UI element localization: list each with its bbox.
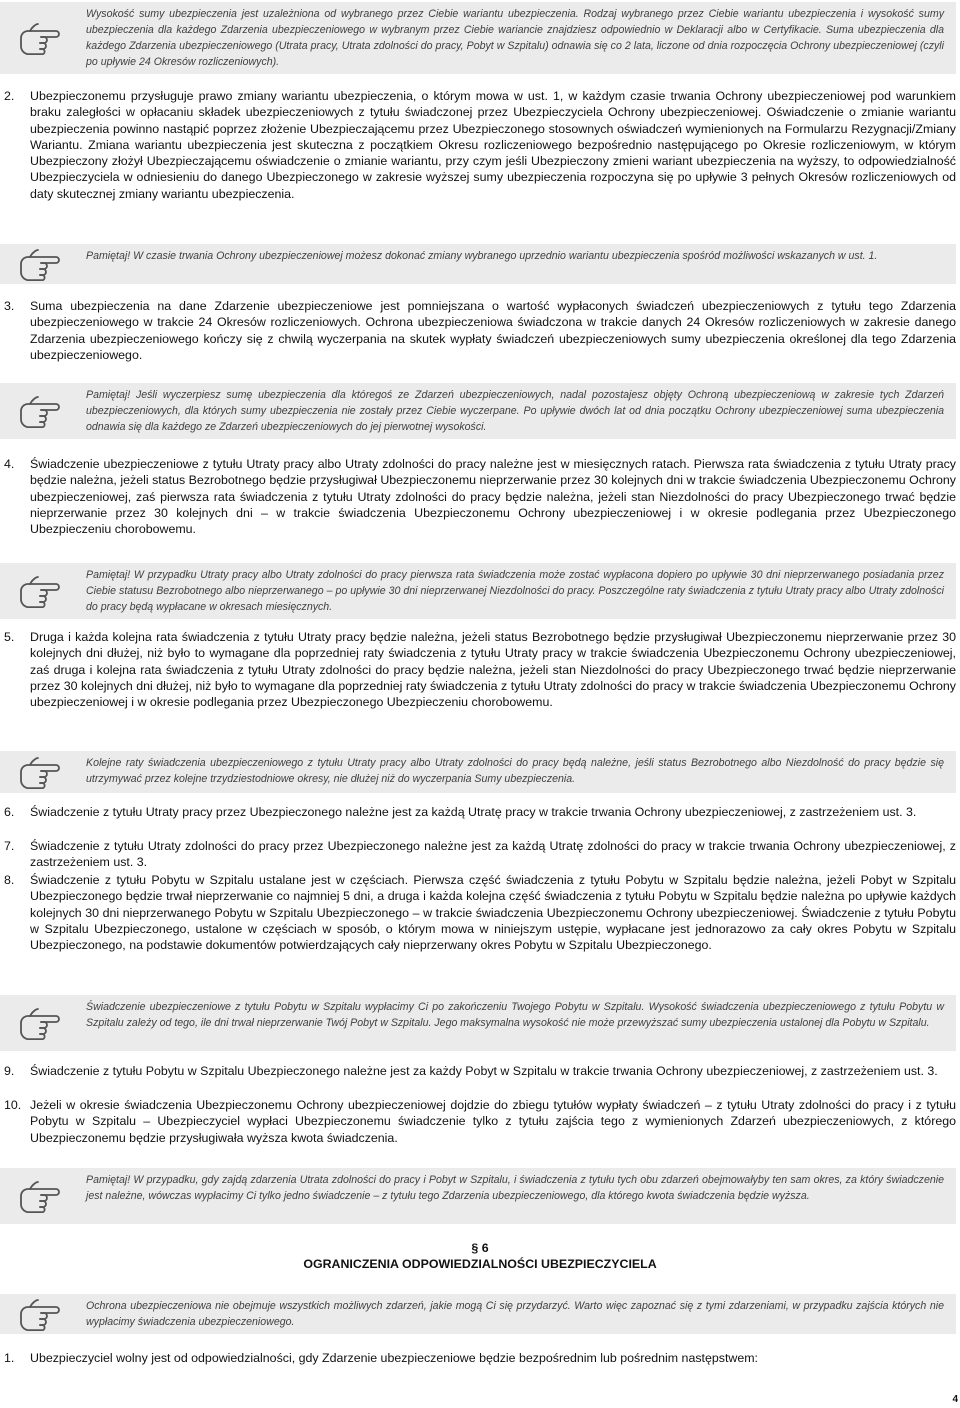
item-text: Świadczenie z tytułu Utraty pracy przez Ubezpieczonego należne jest za każdą Utratę pracy w trakcie trwania Ochrony ubezpieczeniowej, z zastrzeżeniem ust. 3. [30, 805, 917, 819]
item-text: Ubezpieczyciel wolny jest od odpowiedzialności, gdy Zdarzenie ubezpieczeniowe będzie bezpośrednim lub pośrednim następstwem: [30, 1351, 759, 1365]
note-text: Pamiętaj! Jeśli wyczerpiesz sumę ubezpieczenia dla któregoś ze Zdarzeń ubezpieczeniowych, nadal pozostajesz objęty Ochroną ubezpieczeniową w zakresie tych Zdarzeń ubezpieczeniowych, dla których sumy ubezpieczenia nie zostały przez Ciebie wyczerpane. Po upływie dwóch lat od dnia początku Ochrony ubezpieczeniowej suma ubezpieczenia odnawia się dla każdego ze Zdarzeń ubezpieczeniowych do jej pierwotnej wysokości. [86, 389, 944, 433]
item-number: 2. [4, 89, 15, 103]
note-text: Świadczenie ubezpieczeniowe z tytułu Pobytu w Szpitalu wypłacimy Ci po zakończeniu Twojego Pobytu w Szpitalu. Wysokość świadczenia ubezpieczeniowego z tytułu Pobytu w Szpitalu zależy od tego, ile dni trwał nieprzerwanie Twój Pobyt w Szpitalu. Jego maksymalna wysokość nie może przewyższać sumy ubezpieczenia ustalonej dla Pobytu w Szpitalu. [86, 1001, 944, 1029]
list-item [0, 298, 956, 363]
item-number: 3. [4, 299, 15, 313]
list-item [0, 1350, 956, 1366]
note-text: Kolejne raty świadczenia ubezpieczeniowego z tytułu Utraty pracy albo Utraty zdolności do pracy będą należne, jeśli status Bezrobotnego albo Niezdolność do pracy będzie się utrzymywać przez kolejne trzydziestodniowe okresy, nie dłużej niż do wyczerpania Sumy ubezpieczenia. [86, 757, 944, 785]
pointing-hand-icon [16, 1179, 60, 1213]
item-number: 7. [4, 839, 15, 853]
item-number: 9. [4, 1064, 15, 1078]
info-note [0, 383, 956, 439]
info-note [0, 563, 956, 619]
pointing-hand-icon [16, 394, 60, 428]
pointing-hand-icon [16, 21, 60, 55]
info-note [0, 751, 956, 793]
item-text: Jeżeli w okresie świadczenia Ubezpieczonemu Ochrony ubezpieczeniowej dojdzie do zbiegu tytułów wypłaty świadczeń – z tytułu Utraty zdolności do pracy i z tytułu Pobytu w Szpitalu – Ubezpieczyciel wypłaci Ubezpieczonemu świadczenie tylko z tytułu zajścia tego z wymienionych Zdarzeń ubezpieczeniowych, z którego Ubezpieczonemu będzie przysługiwała wyższa kwota świadczenia. [30, 1098, 956, 1145]
note-text: Pamiętaj! W przypadku Utraty pracy albo Utraty zdolności do pracy pierwsza rata świadczenia może zostać wypłacona dopiero po upływie 30 dni nieprzerwanego posiadania przez Ciebie statusu Bezrobotnego albo nieprzerwanego – po upływie 30 dni nieprzerwanej Niezdolności do pracy. Poszczególne raty świadczenia z tytułu Utraty pracy albo Utraty zdolności do pracy będą wypłacane w okresach miesięcznych. [86, 569, 944, 613]
item-text: Świadczenie ubezpieczeniowe z tytułu Utraty pracy albo Utraty zdolności do pracy należne jest w miesięcznych ratach. Pierwsza rata świadczenia z tytułu Utraty pracy będzie należna, jeżeli status Bezrobotnego będzie przysługiwał Ubezpieczonemu nieprzerwanie przez 30 kolejnych dni w trakcie świadczenia Ubezpieczonemu Ochrony ubezpieczeniowej, zaś pierwsza rata świadczenia z tytułu Utraty zdolności do pracy będzie należna, jeżeli stan Niezdolności do pracy Ubezpieczonego trwać będzie nieprzerwanie przez 30 kolejnych dni – w trakcie świadczenia Ubezpieczonemu Ochrony ubezpieczeniowej i w okresie podlegania przez Ubezpieczonego Ubezpieczeniu chorobowemu. [30, 457, 956, 537]
list-item [0, 872, 956, 953]
item-number: 5. [4, 630, 15, 644]
item-number: 4. [4, 457, 15, 471]
info-note [0, 995, 956, 1051]
item-text: Druga i każda kolejna rata świadczenia z tytułu Utraty pracy będzie należna, jeżeli status Bezrobotnego będzie przysługiwał Ubezpieczonemu nieprzerwanie przez 30 kolejnych dni dłużej, niż było to wymagane dla poprzedniej raty świadczenia z tytułu Utraty pracy w trakcie świadczenia Ubezpieczonemu Ochrony ubezpieczeniowej, zaś druga i kolejna rata świadczenia z tytułu Utraty zdolności do pracy będzie należna, jeżeli stan Niezdolności do pracy Ubezpieczonego trwać będzie nieprzerwanie przez 30 kolejnych dni dłużej, niż było to wymagane dla poprzedniej raty świadczenia z tytułu Utraty zdolności do pracy w trakcie świadczenia Ubezpieczonemu Ochrony ubezpieczeniowej i w okresie podlegania przez Ubezpieczonego Ubezpieczeniu chorobowemu. [30, 630, 956, 710]
note-text: Wysokość sumy ubezpieczenia jest uzależniona od wybranego przez Ciebie wariantu ubezpieczenia. Rodzaj wybranego przez Ciebie wariantu ubezpieczenia i wysokość sumy ubezpieczenia dla każdego Zdarzenia ubezpieczeniowego w wybranym przez Ciebie wariancie znajdziesz odpowiednio w Deklaracji albo w Certyfikacie. Suma ubezpieczenia dla każdego Zdarzenia ubezpieczeniowego (Utrata pracy, Utrata zdolności do pracy, Pobyt w Szpitalu) odnawia się co 2 lata, liczone od dnia rozpoczęcia Ochrony ubezpieczeniowej (czyli po upływie 24 Okresów rozliczeniowych). [86, 8, 944, 68]
list-item [0, 456, 956, 537]
pointing-hand-icon [16, 247, 60, 281]
list-item [0, 838, 956, 871]
list-item [0, 629, 956, 710]
list-item [0, 1063, 956, 1079]
pointing-hand-icon [16, 755, 60, 789]
note-text: Pamiętaj! W przypadku, gdy zajdą zdarzenia Utrata zdolności do pracy i Pobyt w Szpitalu, i świadczenia z tytułu tych obu zdarzeń obejmowałyby ten sam okres, za który świadczenie jest należne, wówczas wypłacimy Ci tylko jedno świadczenie – z tytułu tego Zdarzenia ubezpieczeniowego, dla którego kwota świadczenia będzie wyższa. [86, 1174, 944, 1202]
info-note [0, 2, 956, 74]
note-text: Pamiętaj! W czasie trwania Ochrony ubezpieczeniowej możesz dokonać zmiany wybranego uprzednio wariantu ubezpieczenia spośród możliwości wskazanych w ust. 1. [86, 250, 878, 262]
list-item [0, 1097, 956, 1146]
list-item [0, 804, 956, 820]
pointing-hand-icon [16, 1006, 60, 1040]
item-number: 1. [4, 1351, 15, 1365]
list-item [0, 88, 956, 202]
item-number: 10. [4, 1098, 22, 1112]
item-text: Świadczenie z tytułu Pobytu w Szpitalu Ubezpieczonego należne jest za każdy Pobyt w Szpitalu w trakcie trwania Ochrony ubezpieczeniowej, z zastrzeżeniem ust. 3. [30, 1064, 938, 1078]
item-text: Świadczenie z tytułu Pobytu w Szpitalu ustalane jest w częściach. Pierwsza część świadczenia z tytułu Pobytu w Szpitalu będzie należna, jeżeli Pobyt w Szpitalu Ubezpieczonego będzie trwał nieprzerwanie co najmniej 5 dni, a druga i każda kolejna część świadczenia z tytułu Pobytu w Szpitalu będzie należna po upływie każdych kolejnych 30 dni nieprzerwanego Pobytu w Szpitalu Ubezpieczonego – w trakcie świadczenia Ubezpieczonemu Ochrony ubezpieczeniowej. Świadczenie z tytułu Pobytu w Szpitalu Ubezpieczonego, ustalone w częściach w sposób, o którym mowa w niniejszym ustępie, wypłacane jest jednorazowo za cały okres Pobytu w Szpitalu Ubezpieczonego, na podstawie dokumentów potwierdzających cały nieprzerwany okres Pobytu w Szpitalu Ubezpieczonego. [30, 873, 956, 953]
item-text: Suma ubezpieczenia na dane Zdarzenie ubezpieczeniowe jest pomniejszana o wartość wypłaconych świadczeń ubezpieczeniowych z tytułu tego Zdarzenia ubezpieczeniowego w trakcie 24 Okresów rozliczeniowych. Ochrona ubezpieczeniowa świadczona w trakcie danych 24 Okresów rozliczeniowych w zakresie danego Zdarzenia ubezpieczeniowego kończy się z chwilą wyczerpania na skutek wypłaty świadczeń ubezpieczeniowych sumy ubezpieczenia określonej dla tego Zdarzenia ubezpieczeniowego. [30, 299, 956, 362]
item-text: Świadczenie z tytułu Utraty zdolności do pracy przez Ubezpieczonego należne jest za każdą Utratę zdolności do pracy w trakcie trwania Ochrony ubezpieczeniowej, z zastrzeżeniem ust. 3. [30, 839, 956, 870]
item-number: 8. [4, 873, 15, 887]
note-text: Ochrona ubezpieczeniowa nie obejmuje wszystkich możliwych zdarzeń, jakie mogą Ci się przydarzyć. Warto więc zapoznać się z tymi zdarzeniami, w przypadku zajścia których nie wypłacimy świadczenia ubezpieczeniowego. [86, 1300, 944, 1328]
item-text: Ubezpieczonemu przysługuje prawo zmiany wariantu ubezpieczenia, o którym mowa w ust. 1, w każdym czasie trwania Ochrony ubezpieczeniowej pod warunkiem braku zaległości w opłacaniu składek ubezpieczeniowych z tytułu świadczonej przez Ubezpieczyciela Ochrony ubezpieczeniowej. Oświadczenie o zmianie wariantu ubezpieczenia powinno nastąpić poprzez złożenie Ubezpieczającemu przez Ubezpieczonego stosownych oświadczeń wymienionych na Formularzu Rezygnacji/Zmiany Wariantu. Zmiana wariantu ubezpieczenia jest skuteczna z początkiem Okresu rozliczeniowego bezpośrednio następującego po Okresie rozliczeniowym, w którym Ubezpieczony złożył Ubezpieczającemu oświadczenie o zmianie wariantu, przy czym jeśli Ubezpieczony zmieni wariant ubezpieczenia na wyższy, to odpowiedzialność Ubezpieczyciela w odniesieniu do danego Ubezpieczonego w zakresie wyższej sumy ubezpieczenia rozpoczyna się po upływie 3 pełnych Okresów rozliczeniowych od daty skutecznej zmiany wariantu ubezpieczenia. [30, 89, 956, 201]
section-symbol: § 6 [471, 1241, 489, 1255]
section-title: OGRANICZENIA ODPOWIEDZIALNOŚCI UBEZPIECZYCIELA [303, 1257, 657, 1271]
item-number: 6. [4, 805, 15, 819]
page-number: 4 [952, 1394, 958, 1405]
pointing-hand-icon [16, 574, 60, 608]
info-note [0, 244, 956, 284]
info-note [0, 1294, 956, 1334]
pointing-hand-icon [16, 1297, 60, 1331]
info-note [0, 1168, 956, 1224]
